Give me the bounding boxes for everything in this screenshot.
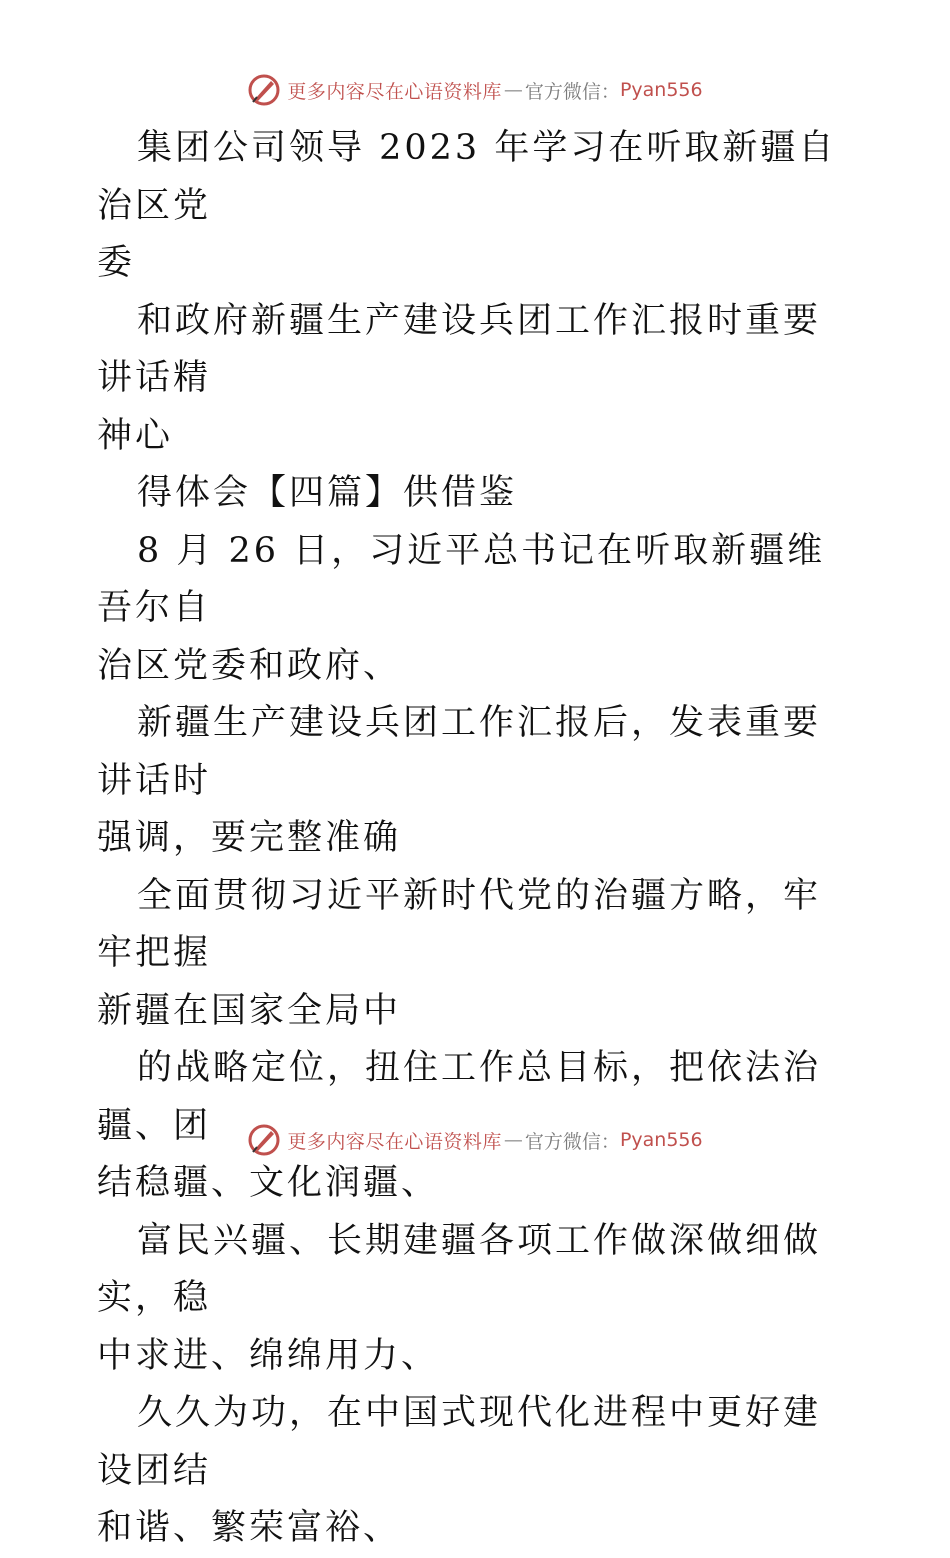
text-line: 结稳疆、文化润疆、 — [97, 1163, 440, 1203]
watermark-site-text: 更多内容尽在心语资料库 — [287, 80, 502, 103]
watermark-wechat-id: Pyan556 — [619, 79, 703, 101]
text-line: 中求进、绵绵用力、 — [97, 1335, 440, 1376]
text-line: 久久为功，在中国式现代化进程中更好建设团结 — [97, 1393, 822, 1491]
text-line: 新疆生产建设兵团工作汇报后，发表重要讲话时 — [97, 703, 822, 801]
watermark-dash: — — [503, 79, 523, 101]
text-line: 全面贯彻习近平新时代党的治疆方略，牢牢把握 — [97, 875, 822, 973]
text-line: 集团公司领导 2023 年学习在听取新疆自治区党 — [97, 128, 837, 226]
watermark-wechat-label: 官方微信： — [524, 1130, 620, 1153]
text-line: 和政府新疆生产建设兵团工作汇报时重要讲话精 — [97, 300, 822, 398]
watermark-dash: — — [503, 1129, 523, 1151]
text-line: 新疆在国家全局中 — [97, 990, 402, 1031]
text-line: 委 — [97, 243, 136, 283]
text-line: 和谐、繁荣富裕、 — [97, 1508, 402, 1548]
header-watermark — [0, 70, 950, 110]
document-body — [97, 120, 857, 1558]
text-line: 富民兴疆、长期建疆各项工作做深做细做实，稳 — [97, 1220, 822, 1318]
text-line: 治区党委和政府、 — [97, 645, 402, 686]
watermark-wechat-id: Pyan556 — [619, 1129, 703, 1151]
quill-logo-icon — [247, 1123, 281, 1157]
text-line: 强调，要完整准确 — [97, 818, 402, 858]
text-line: 得体会【四篇】供借鉴 — [137, 473, 518, 513]
watermark-site-text: 更多内容尽在心语资料库 — [287, 1130, 502, 1153]
text-line: 神心 — [97, 415, 174, 456]
quill-logo-icon — [247, 73, 281, 107]
watermark-wechat-label: 官方微信： — [524, 80, 620, 103]
text-line: 的战略定位，扭住工作总目标，把依法治疆、团 — [97, 1048, 822, 1146]
footer-watermark — [0, 1120, 950, 1160]
text-line: 8 月 26 日，习近平总书记在听取新疆维吾尔自 — [97, 530, 826, 628]
